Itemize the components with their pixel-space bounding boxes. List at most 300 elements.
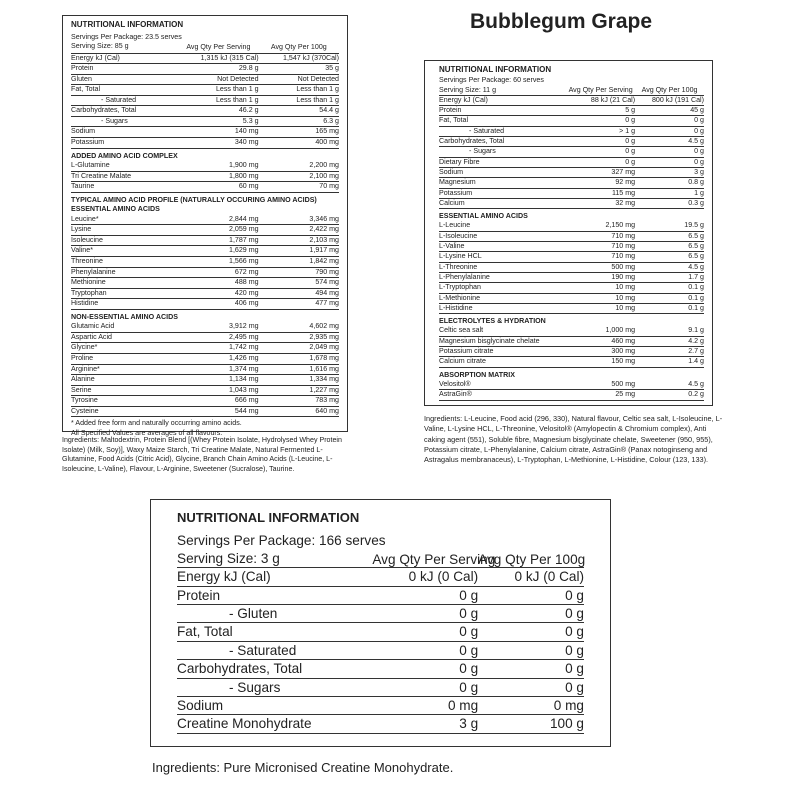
nutrient-name: Dietary Fibre (439, 157, 566, 167)
per-serving-value: 5.3 g (178, 116, 258, 127)
per-serving-value: 140 mg (178, 127, 258, 138)
per-serving-value: 2,150 mg (566, 221, 635, 231)
per-100g-value: 0.2 g (635, 390, 704, 400)
nutrient-name: Energy kJ (Cal) (439, 95, 566, 105)
nutrient-row (71, 278, 339, 289)
nutrient-name: L-Methionine (439, 293, 566, 303)
per-100g-value: 100 g (478, 715, 584, 733)
section-label: ESSENTIAL AMINO ACIDS (71, 205, 160, 214)
per-100g-value: 0 g (635, 147, 704, 157)
nutrient-row (439, 283, 704, 293)
nutrient-name: Calcium citrate (439, 357, 566, 367)
per-serving-value: 1,043 mg (178, 385, 258, 396)
per-100g-value: 70 mg (259, 182, 339, 193)
per-100g-value: 6.5 g (635, 231, 704, 241)
nutrition-panel-protein (62, 15, 348, 437)
per-serving-value: 406 mg (178, 299, 258, 310)
nutrition-table (71, 33, 339, 418)
nutrient-row (439, 293, 704, 303)
nutrient-row (177, 641, 584, 659)
per-100g-value: 1,917 mg (259, 246, 339, 257)
per-100g-value: 0 g (478, 678, 584, 696)
nutrient-name: L-Isoleucine (439, 231, 566, 241)
nutrient-row (71, 85, 339, 96)
nutrient-name: Cysteine (71, 406, 178, 417)
nutrient-row (71, 182, 339, 193)
nutrient-name: Aspartic Acid (71, 332, 178, 343)
nutrient-row (71, 138, 339, 149)
serving-size: Serving Size: 3 g (177, 550, 280, 566)
nutrient-row (71, 127, 339, 138)
nutrient-name: Energy kJ (Cal) (177, 568, 372, 586)
column-header-per-serving: Avg Qty Per Serving (178, 33, 258, 54)
per-100g-value: 0 g (478, 605, 584, 623)
nutrient-name: Phenylalanine (71, 267, 178, 278)
nutrient-name: Energy kJ (Cal) (71, 53, 178, 64)
nutrient-name: Celtic sea salt (439, 326, 566, 336)
nutrient-row (439, 357, 704, 367)
per-serving-value: 0 g (566, 116, 635, 126)
nutrient-row (439, 178, 704, 188)
nutrient-row (439, 390, 704, 400)
nutrient-row (71, 215, 339, 225)
nutrient-row (439, 252, 704, 262)
nutrient-row (177, 586, 584, 604)
nutrient-name: - Saturated (71, 95, 178, 106)
nutrient-row (71, 353, 339, 364)
per-100g-value: 0.3 g (635, 198, 704, 208)
per-100g-value: 2,935 mg (259, 332, 339, 343)
per-serving-value: 710 mg (566, 252, 635, 262)
per-100g-value: 0 kJ (0 Cal) (478, 568, 584, 586)
per-serving-value: 10 mg (566, 303, 635, 313)
section-header (439, 209, 704, 222)
nutrient-name: Fat, Total (177, 623, 372, 641)
per-100g-value: 1.7 g (635, 272, 704, 282)
nutrient-row (439, 231, 704, 241)
section-header (71, 205, 339, 215)
per-serving-value: 0 g (372, 678, 478, 696)
section-label: ADDED AMINO ACID COMPLEX (71, 151, 178, 160)
nutrition-rows (439, 95, 704, 400)
nutrient-row (439, 326, 704, 336)
section-label: ABSORPTION MATRIX (439, 370, 515, 379)
ingredients-text-creatine: Ingredients: Pure Micronised Creatine Monohydrate. (152, 760, 454, 775)
per-100g-value: 574 mg (259, 278, 339, 289)
section-header (71, 309, 339, 322)
per-serving-value: 0 g (372, 605, 478, 623)
nutrient-row (71, 288, 339, 299)
per-100g-value: 494 mg (259, 288, 339, 299)
per-serving-value: 88 kJ (21 Cal) (566, 95, 635, 105)
nutrient-name: Magnesium (439, 178, 566, 188)
per-serving-value: 710 mg (566, 231, 635, 241)
panel-title: NUTRITIONAL INFORMATION (439, 65, 552, 74)
serving-size: Serving Size: 85 g (71, 42, 129, 51)
nutrient-name: AstraGin® (439, 390, 566, 400)
per-serving-value: 300 mg (566, 347, 635, 357)
nutrient-row (177, 697, 584, 715)
nutrient-row (71, 161, 339, 171)
nutrient-name: Taurine (71, 182, 178, 193)
nutrition-rows (71, 53, 339, 417)
nutrient-row (71, 64, 339, 75)
section-label: TYPICAL AMINO ACID PROFILE (NATURALLY OCCURING AMINO ACIDS) (71, 195, 317, 204)
nutrient-name: Potassium (71, 138, 178, 149)
per-100g-value: 4,602 mg (259, 322, 339, 332)
nutrient-row (439, 336, 704, 346)
nutrient-name: Carbohydrates, Total (71, 106, 178, 117)
per-100g-value: 0.1 g (635, 303, 704, 313)
per-serving-value: 500 mg (566, 262, 635, 272)
per-100g-value: 477 mg (259, 299, 339, 310)
per-serving-value: 1,787 mg (178, 235, 258, 246)
section-header (71, 148, 339, 161)
per-100g-value: 0 g (635, 157, 704, 167)
nutrient-name: Histidine (71, 299, 178, 310)
per-100g-value: 400 mg (259, 138, 339, 149)
per-100g-value: 0 g (478, 641, 584, 659)
nutrient-name: Alanine (71, 375, 178, 386)
nutrient-row (439, 272, 704, 282)
nutrient-row (439, 347, 704, 357)
per-100g-value: 45 g (635, 106, 704, 116)
per-serving-value: 1,315 kJ (315 Cal) (178, 53, 258, 64)
per-serving-value: 0 g (566, 137, 635, 147)
nutrient-name: L-Tryptophan (439, 283, 566, 293)
section-label: ELECTROLYTES & HYDRATION (439, 317, 546, 326)
per-serving-value: 150 mg (566, 357, 635, 367)
nutrient-row (439, 106, 704, 116)
per-100g-value: 0.1 g (635, 293, 704, 303)
nutrient-row (71, 171, 339, 182)
nutrition-panel-creatine (150, 499, 611, 747)
per-serving-value: 1,134 mg (178, 375, 258, 386)
nutrient-name: Sodium (177, 697, 372, 715)
ingredients-text-amino: Ingredients: L-Leucine, Food acid (296, 330), Natural flavour, Celtic sea salt, L-Isoleucine, L-Valine, L-Lysine HCL, L-Threonine, Velositol® (Amylopectin & Chromium complex), Anti caking agent (551), Soluble fibre, Magnesium bisglycinate chelate, Sweetener (950, 955), Potassium citrate, L-Phenylalanine, Calcium citrate, AstraGin® (Panax notoginseng and Astragalus membranaceus), L-Tryptophan, L-Methionine, L-Histidine, Colour (123, 133). (424, 414, 723, 465)
nutrient-name: Gluten (71, 74, 178, 85)
nutrient-row (71, 343, 339, 354)
nutrient-name: - Saturated (177, 641, 372, 659)
serving-info (177, 532, 386, 567)
per-serving-value: 340 mg (178, 138, 258, 149)
panel-title: NUTRITIONAL INFORMATION (177, 510, 360, 525)
per-100g-value: 2,422 mg (259, 225, 339, 236)
nutrient-name: Velositol® (439, 380, 566, 390)
footnote: All Specified Values are averages of all flavours. (71, 428, 223, 437)
per-100g-value: 2,100 mg (259, 171, 339, 182)
per-100g-value: 640 mg (259, 406, 339, 417)
per-100g-value: 165 mg (259, 127, 339, 138)
nutrient-row (439, 126, 704, 136)
nutrient-row (439, 188, 704, 198)
nutrient-name: Tyrosine (71, 396, 178, 407)
nutrient-row (177, 623, 584, 641)
per-100g-value: 1,616 mg (259, 364, 339, 375)
nutrition-panel-amino (424, 60, 713, 406)
per-100g-value: 0.8 g (635, 178, 704, 188)
per-serving-value: 60 mg (178, 182, 258, 193)
serving-info (439, 76, 566, 95)
per-serving-value: 2,844 mg (178, 215, 258, 225)
nutrient-row (439, 262, 704, 272)
nutrient-name: Fat, Total (71, 85, 178, 96)
per-serving-value: 544 mg (178, 406, 258, 417)
per-100g-value: 6.3 g (259, 116, 339, 127)
per-100g-value: 0 g (635, 116, 704, 126)
per-serving-value: Not Detected (178, 74, 258, 85)
per-serving-value: 0 g (372, 623, 478, 641)
nutrient-name: Protein (71, 64, 178, 75)
per-serving-value: 1,426 mg (178, 353, 258, 364)
section-header (71, 192, 339, 205)
nutrient-name: Potassium citrate (439, 347, 566, 357)
column-header-per-serving: Avg Qty Per Serving (372, 532, 478, 567)
nutrient-row (71, 246, 339, 257)
nutrient-name: Tryptophan (71, 288, 178, 299)
nutrition-rows (177, 568, 584, 734)
nutrient-row (177, 715, 584, 733)
per-100g-value: 0.1 g (635, 283, 704, 293)
per-100g-value: 1,547 kJ (370Cal) (259, 53, 339, 64)
nutrient-row (71, 396, 339, 407)
per-serving-value: 0 kJ (0 Cal) (372, 568, 478, 586)
nutrient-row (71, 385, 339, 396)
per-serving-value: 3,912 mg (178, 322, 258, 332)
section-header (439, 367, 704, 380)
nutrient-row (177, 605, 584, 623)
per-serving-value: 10 mg (566, 283, 635, 293)
column-header-per-serving: Avg Qty Per Serving (566, 76, 635, 95)
per-serving-value: 1,000 mg (566, 326, 635, 336)
nutrient-name: Creatine Monohydrate (177, 715, 372, 733)
nutrient-row (177, 678, 584, 696)
nutrient-row (71, 116, 339, 127)
nutrient-name: - Gluten (177, 605, 372, 623)
nutrient-name: L-Glutamine (71, 161, 178, 171)
per-serving-value: 460 mg (566, 336, 635, 346)
per-serving-value: 420 mg (178, 288, 258, 299)
nutrient-row (439, 167, 704, 177)
per-serving-value: 5 g (566, 106, 635, 116)
nutrient-name: Calcium (439, 198, 566, 208)
per-serving-value: 1,374 mg (178, 364, 258, 375)
nutrient-name: L-Leucine (439, 221, 566, 231)
nutrient-name: - Sugars (71, 116, 178, 127)
nutrient-row (71, 95, 339, 106)
nutrient-name: L-Phenylalanine (439, 272, 566, 282)
nutrition-table (439, 76, 704, 400)
per-100g-value: 4.2 g (635, 336, 704, 346)
nutrient-name: Leucine* (71, 215, 178, 225)
column-header-per-100g: Avg Qty Per 100g (635, 76, 704, 95)
nutrient-name: Potassium (439, 188, 566, 198)
per-100g-value: 2,049 mg (259, 343, 339, 354)
per-serving-value: 10 mg (566, 293, 635, 303)
per-serving-value: > 1 g (566, 126, 635, 136)
per-serving-value: 25 mg (566, 390, 635, 400)
nutrient-row (439, 198, 704, 208)
nutrient-name: Protein (177, 586, 372, 604)
nutrient-name: Methionine (71, 278, 178, 289)
nutrient-name: L-Lysine HCL (439, 252, 566, 262)
nutrient-name: Sodium (439, 167, 566, 177)
section-label: ESSENTIAL AMINO ACIDS (439, 212, 528, 221)
nutrition-table (177, 532, 584, 733)
per-100g-value: 9.1 g (635, 326, 704, 336)
per-100g-value: 0 g (478, 586, 584, 604)
nutrient-name: Carbohydrates, Total (439, 137, 566, 147)
nutrient-row (71, 106, 339, 117)
per-100g-value: 6.5 g (635, 252, 704, 262)
nutrient-row (71, 235, 339, 246)
per-100g-value: Not Detected (259, 74, 339, 85)
nutrient-name: - Sugars (177, 678, 372, 696)
footnote: * Added free form and naturally occurring amino acids. (71, 419, 242, 428)
per-serving-value: 666 mg (178, 396, 258, 407)
nutrient-name: Tri Creatine Malate (71, 171, 178, 182)
per-100g-value: 1,334 mg (259, 375, 339, 386)
nutrient-name: Proline (71, 353, 178, 364)
per-serving-value: 29.8 g (178, 64, 258, 75)
nutrient-row (177, 568, 584, 586)
per-serving-value: 500 mg (566, 380, 635, 390)
per-100g-value: 0 mg (478, 697, 584, 715)
nutrient-row (439, 147, 704, 157)
nutrient-row (439, 157, 704, 167)
servings-per-package: Servings Per Package: 23.5 serves (71, 32, 182, 41)
per-serving-value: 710 mg (566, 242, 635, 252)
nutrient-name: Glycine* (71, 343, 178, 354)
per-100g-value: 2,103 mg (259, 235, 339, 246)
ingredients-text-protein: Ingredients: Maltodextrin, Protein Blend [(Whey Protein Isolate, Hydrolysed Whey Protein Isolate) (Milk, Soy)], Waxy Maize Starch, Tri Creatine Malate, Natural Fermented L-Glutamine, Food Acids (Citric Acid), Glycine, Branch Chain Amino Acids (L-Leucine, L-Isoleucine, L-Valine), Flavour, L-Arginine, Sweetener (Sucralose), Taurine. (62, 436, 342, 473)
per-serving-value: 2,495 mg (178, 332, 258, 343)
per-100g-value: 19.5 g (635, 221, 704, 231)
section-header (439, 314, 704, 327)
per-serving-value: 2,059 mg (178, 225, 258, 236)
serving-size: Serving Size: 11 g (439, 85, 497, 94)
nutrient-name: Lysine (71, 225, 178, 236)
nutrient-name: - Sugars (439, 147, 566, 157)
column-header-per-100g: Avg Qty Per 100g (259, 33, 339, 54)
nutrient-row (71, 257, 339, 268)
serving-info (71, 32, 182, 54)
per-100g-value: 1,678 mg (259, 353, 339, 364)
per-serving-value: 1,800 mg (178, 171, 258, 182)
per-100g-value: Less than 1 g (259, 85, 339, 96)
nutrient-name: Sodium (71, 127, 178, 138)
nutrient-name: Glutamic Acid (71, 322, 178, 332)
nutrient-name: L-Threonine (439, 262, 566, 272)
section-label: NON-ESSENTIAL AMINO ACIDS (71, 312, 178, 321)
per-100g-value: Less than 1 g (259, 95, 339, 106)
per-100g-value: 790 mg (259, 267, 339, 278)
per-100g-value: 783 mg (259, 396, 339, 407)
nutrient-name: Threonine (71, 257, 178, 268)
per-serving-value: 327 mg (566, 167, 635, 177)
nutrient-row (177, 660, 584, 678)
per-100g-value: 0 g (635, 126, 704, 136)
per-serving-value: Less than 1 g (178, 85, 258, 96)
nutrient-name: Fat, Total (439, 116, 566, 126)
nutrient-name: - Saturated (439, 126, 566, 136)
nutrient-name: Arginine* (71, 364, 178, 375)
column-header-per-100g: Avg Qty Per 100g (478, 532, 584, 567)
per-100g-value: 2.7 g (635, 347, 704, 357)
per-serving-value: 32 mg (566, 198, 635, 208)
per-serving-value: 1,742 mg (178, 343, 258, 354)
nutrient-row (71, 364, 339, 375)
per-100g-value: 54.4 g (259, 106, 339, 117)
nutrient-row (439, 380, 704, 390)
nutrient-row (71, 322, 339, 332)
nutrient-row (439, 116, 704, 126)
nutrient-row (71, 267, 339, 278)
nutrient-name: L-Histidine (439, 303, 566, 313)
nutrient-row (71, 375, 339, 386)
per-100g-value: 35 g (259, 64, 339, 75)
per-100g-value: 800 kJ (191 Cal) (635, 95, 704, 105)
per-serving-value: 115 mg (566, 188, 635, 198)
per-100g-value: 1,842 mg (259, 257, 339, 268)
nutrient-name: Isoleucine (71, 235, 178, 246)
nutrient-row (439, 242, 704, 252)
nutrient-row (71, 299, 339, 310)
per-serving-value: 488 mg (178, 278, 258, 289)
nutrient-row (71, 53, 339, 64)
per-serving-value: 0 g (566, 147, 635, 157)
nutrient-name: Valine* (71, 246, 178, 257)
per-serving-value: 672 mg (178, 267, 258, 278)
per-serving-value: 1,566 mg (178, 257, 258, 268)
per-serving-value: 3 g (372, 715, 478, 733)
nutrient-row (71, 332, 339, 343)
per-100g-value: 6.5 g (635, 242, 704, 252)
per-100g-value: 4.5 g (635, 380, 704, 390)
per-serving-value: 190 mg (566, 272, 635, 282)
per-serving-value: 0 g (372, 660, 478, 678)
per-serving-value: 1,900 mg (178, 161, 258, 171)
nutrient-row (71, 225, 339, 236)
per-100g-value: 1.4 g (635, 357, 704, 367)
product-title: Bubblegum Grape (470, 10, 653, 33)
per-100g-value: 0 g (478, 623, 584, 641)
per-100g-value: 0 g (478, 660, 584, 678)
per-serving-value: 92 mg (566, 178, 635, 188)
nutrient-name: Magnesium bisglycinate chelate (439, 336, 566, 346)
per-serving-value: 0 g (372, 586, 478, 604)
servings-per-package: Servings Per Package: 60 serves (439, 76, 544, 85)
nutrient-name: Carbohydrates, Total (177, 660, 372, 678)
per-100g-value: 1 g (635, 188, 704, 198)
nutrient-name: Serine (71, 385, 178, 396)
nutrient-row (439, 95, 704, 105)
nutrient-row (71, 406, 339, 417)
servings-per-package: Servings Per Package: 166 serves (177, 533, 386, 549)
per-serving-value: 46.2 g (178, 106, 258, 117)
per-100g-value: 1,227 mg (259, 385, 339, 396)
per-100g-value: 4.5 g (635, 262, 704, 272)
per-serving-value: 0 g (372, 641, 478, 659)
per-100g-value: 4.5 g (635, 137, 704, 147)
per-serving-value: 0 g (566, 157, 635, 167)
nutrient-name: L-Valine (439, 242, 566, 252)
per-serving-value: Less than 1 g (178, 95, 258, 106)
per-100g-value: 3 g (635, 167, 704, 177)
per-100g-value: 3,346 mg (259, 215, 339, 225)
per-serving-value: 0 mg (372, 697, 478, 715)
per-100g-value: 2,200 mg (259, 161, 339, 171)
